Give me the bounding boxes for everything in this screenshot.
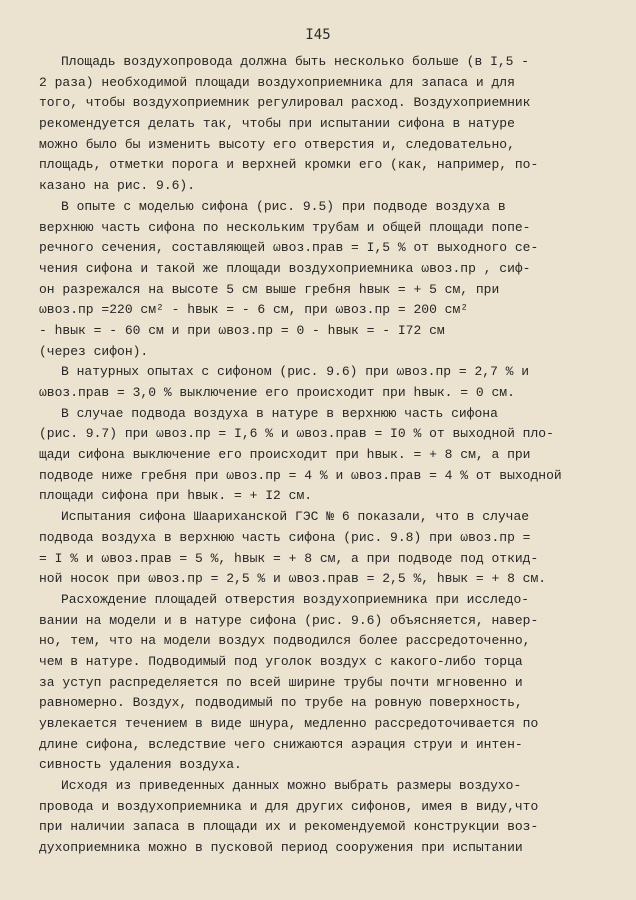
text-line: = I % и ωвоз.прав = 5 %, hвык = + 8 см, а при подводе под откид- [39,550,539,566]
text-line: духоприемника можно в пусковой период сооружения при испытании [39,840,523,856]
text-line: ной носок при ωвоз.пр = 2,5 % и ωвоз.прав = 2,5 %, hвык = + 8 см. [39,571,547,587]
text-line: ωвоз.пр =220 см² - hвык = - 6 см, при ωвоз.пр = 200 см² [39,302,469,318]
text-line: Испытания сифона Шаариханской ГЭС № 6 показали, что в случае [61,509,530,525]
text-line: чения сифона и такой же площади воздухоприемника ωвоз.пр , сиф- [39,260,531,276]
text-line: провода и воздухоприемника и для других сифонов, имея в виду,что [39,798,539,814]
text-line: (рис. 9.7) при ωвоз.пр = I,6 % и ωвоз.прав = I0 % от выходной пло- [39,426,554,442]
text-line: он разрежался на высоте 5 см выше гребня hвык = + 5 см, при [39,281,500,297]
text-line: Площадь воздухопровода должна быть несколько больше (в I,5 - [61,54,530,69]
text-line: равномерно. Воздух, подводимый по трубе на ровную поверхность, [39,695,523,711]
text-line: (через сифон). [39,343,149,359]
text-line: чем в натуре. Подводимый под уголок воздух с какого-либо торца [39,653,523,669]
text-line: можно было бы изменить высоту его отверстия и, следовательно, [39,136,515,152]
text-line: подвода воздуха в верхнюю часть сифона (рис. 9.8) при ωвоз.пр = [39,529,531,545]
text-line: речного сечения, составляющей ωвоз.прав = I,5 % от выходного се- [39,240,539,256]
body-text [39,52,599,859]
text-line: того, чтобы воздухоприемник регулировал расход. Воздухоприемник [39,95,531,111]
text-line: длине сифона, вследствие чего снижаются аэрация струи и интен- [39,736,523,752]
text-line: верхнюю часть сифона по нескольким трубам и общей площади попе- [39,219,531,235]
text-line: при наличии запаса в площади их и рекомендуемой конструкции воз- [39,819,539,835]
text-line: Расхождение площадей отверстия воздухоприемника при исследо- [61,591,530,607]
text-line: ωвоз.прав = 3,0 % выключение его происходит при hвык. = 0 см. [39,385,515,400]
text-line: вании на модели и в натуре сифона (рис. 9.6) объясняется, навер- [39,612,539,628]
text-line: В опыте с моделью сифона (рис. 9.5) при подводе воздуха в [61,198,506,214]
text-line: В натурных опытах с сифоном (рис. 9.6) при ωвоз.пр = 2,7 % и [61,364,530,380]
text-line: за уступ распределяется по всей ширине трубы почти мгновенно и [39,674,523,690]
text-line: сивность удаления воздуха. [39,757,242,773]
text-line: 2 раза) необходимой площади воздухоприемника для запаса и для [39,74,515,90]
text-line: Исходя из приведенных данных можно выбрать размеры воздухо- [61,778,522,794]
text-line: В случае подвода воздуха в натуре в верхнюю часть сифона [61,405,498,421]
text-line: казано на рис. 9.6). [39,178,196,194]
text-line: увлекается течением в виде шнура, медленно рассредоточивается по [39,716,539,731]
text-line: но, тем, что на модели воздух подводился более рассредоточенно, [39,633,531,649]
text-line: площадь, отметки порога и верхней кромки его (как, например, по- [39,157,539,173]
text-line: подводе ниже гребня при ωвоз.пр = 4 % и ωвоз.прав = 4 % от выходной [39,467,562,483]
text-line: - hвык = - 60 см и при ωвоз.пр = 0 - hвык = - I72 см [39,322,445,338]
text-line: щади сифона выключение его происходит при hвык. = + 8 см, а при [39,447,531,463]
text-line: площади сифона при hвык. = + I2 см. [39,488,313,504]
text-line: рекомендуется делать так, чтобы при испытании сифона в натуре [39,116,515,132]
page-number: I45 [305,27,331,43]
